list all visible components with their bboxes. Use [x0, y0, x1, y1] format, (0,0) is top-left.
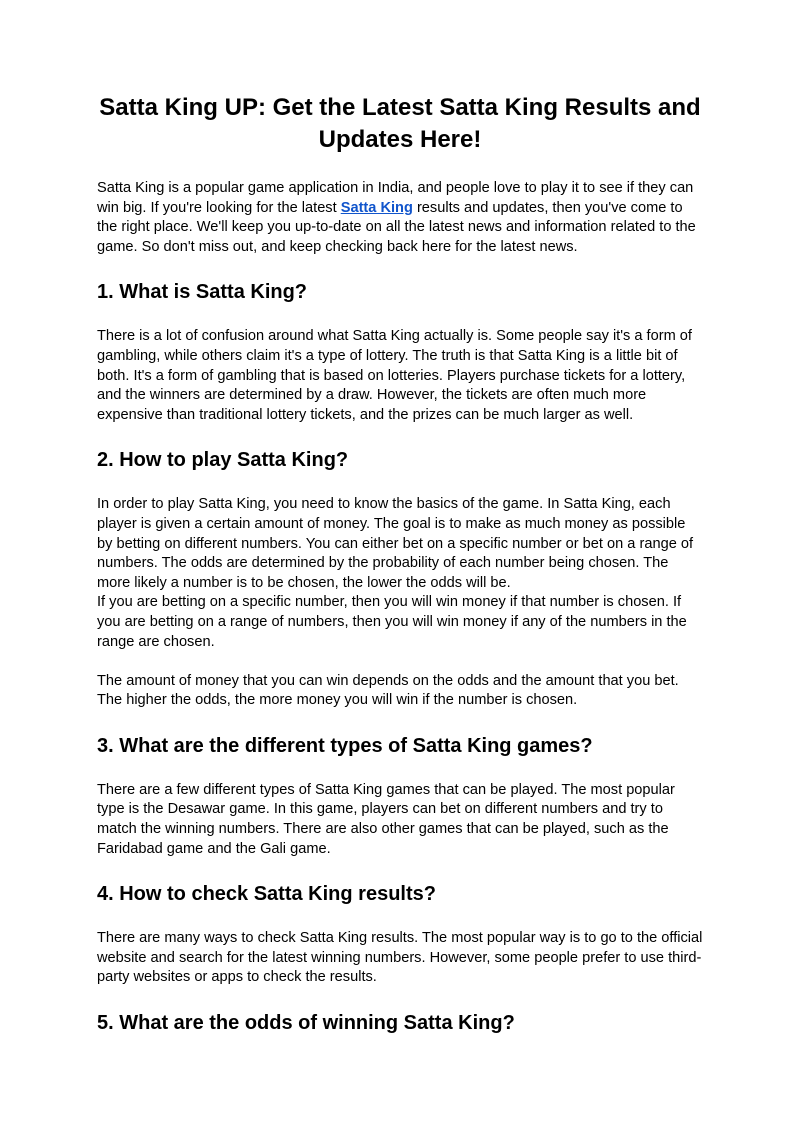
section-paragraph-how-to-play-odds: The amount of money that you can win depends on the odds and the amount that you bet. The higher the odds, the more money you will win if the number is chosen.: [97, 672, 679, 709]
page-title: Satta King UP: Get the Latest Satta King Results and Updates Here!: [99, 94, 701, 153]
section-heading-odds: 5. What are the odds of winning Satta King?: [97, 1012, 515, 1035]
paragraph-spacer: [97, 652, 703, 672]
intro-paragraph: [97, 179, 703, 257]
section-paragraph-game-types: There are a few different types of Satta King games that can be played. The most popular type is the Desawar game. In this game, players can bet on different numbers and try to match the winning numbers. There are also other games that can be played, such as the Faridabad game and the Gali game.: [97, 781, 675, 857]
section-paragraph-what-is: There is a lot of confusion around what Satta King actually is. Some people say it's a form of gambling, while others claim it's a type of lottery. The truth is that Satta King is a little bit of both. It's a form of gambling that is based on lotteries. Players purchase tickets for a lottery, and the winners are determined by a draw. However, the tickets are often much more expensive than traditional lottery tickets, and the prizes can be much larger as well.: [97, 328, 692, 423]
intro-text-before-link: Satta King is a popular game application in India, and people love to play it to see if they can win big. If you're looking for the latest: [97, 180, 694, 216]
section-paragraph-how-to-play-betting: If you are betting on a specific number, then you will win money if that number is chosen. If you are betting on a range of numbers, then you will win money if any of the numbers in the range are chosen.: [97, 594, 687, 650]
section-paragraph-check-results: There are many ways to check Satta King results. The most popular way is to go to the official website and search for the latest winning numbers. However, some people prefer to use third-party websites or apps to check the results.: [97, 930, 703, 986]
intro-text-after-link: results and updates, then you've come to the right place. We'll keep you up-to-date on all the latest news and information related to the game. So don't miss out, and keep checking back here for the latest news.: [97, 199, 696, 255]
section-paragraph-how-to-play: In order to play Satta King, you need to know the basics of the game. In Satta King, each player is given a certain amount of money. The goal is to make as much money as possible by betting on different numbers. You can either bet on a specific number or bet on a range of numbers. The odds are determined by the probability of each number being chosen. The more likely a number is to be chosen, the lower the odds will be.: [97, 496, 694, 591]
section-heading-how-to-play: 2. How to play Satta King?: [97, 449, 349, 472]
section-heading-game-types: 3. What are the different types of Satta King games?: [97, 734, 593, 757]
section-heading-what-is: 1. What is Satta King?: [97, 281, 308, 304]
section-heading-check-results: 4. How to check Satta King results?: [97, 883, 436, 906]
satta-king-link[interactable]: Satta King: [340, 199, 413, 216]
